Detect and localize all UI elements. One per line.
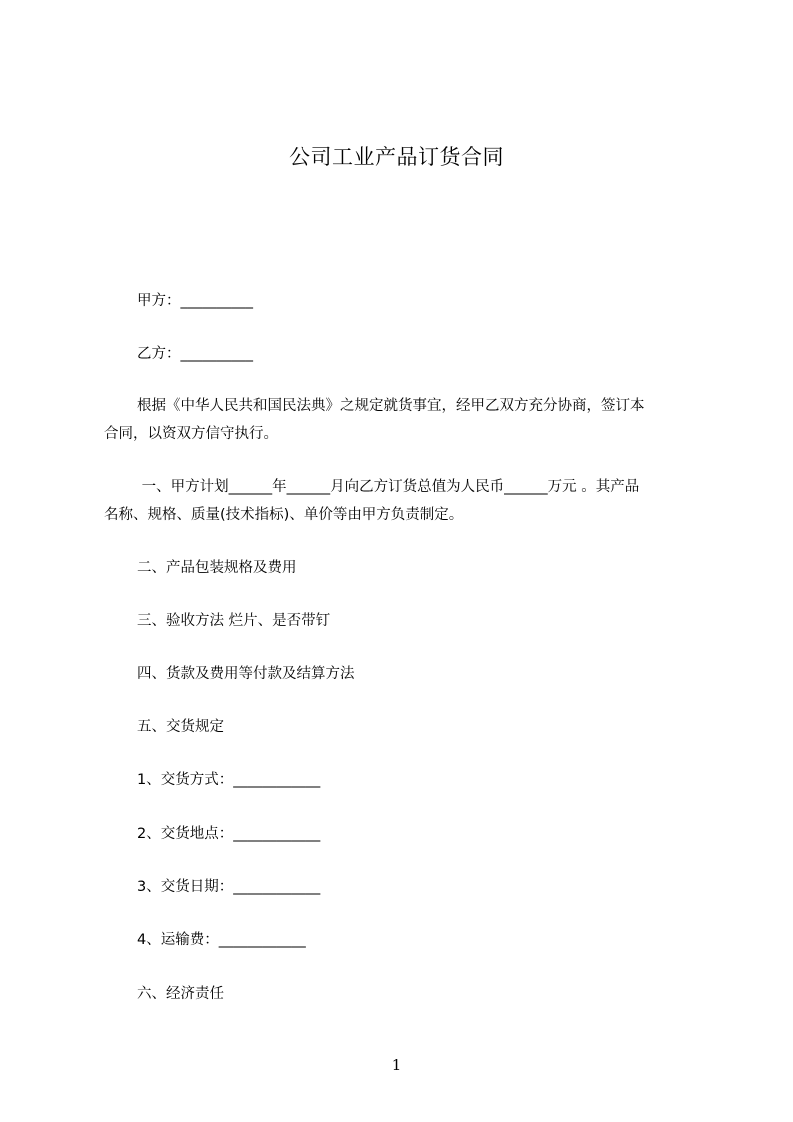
preamble-line-2: 合同，以资双方信守执行。	[104, 426, 278, 442]
clause-2: 二、产品包装规格及费用	[137, 560, 297, 576]
party-b-line: 乙方：__________	[137, 346, 253, 362]
document-title: 公司工业产品订货合同	[289, 145, 504, 169]
clause-5: 五、交货规定	[137, 719, 224, 735]
clause-6: 六、经济责任	[137, 986, 224, 1002]
clause-3: 三、验收方法 烂片、是否带钉	[137, 613, 331, 629]
clause-1-line-2: 名称、规格、质量(技术指标)、单价等由甲方负责制定。	[104, 507, 464, 523]
clause-1-paragraph	[104, 473, 704, 529]
party-a-line: 甲方：__________	[137, 293, 253, 309]
clause-1-line-1: 一、甲方计划______年______月向乙方订货总值为人民币______万元 。其产品	[137, 479, 640, 495]
delivery-place-line: 2、交货地点：____________	[137, 826, 321, 842]
delivery-method-line: 1、交货方式：____________	[137, 772, 321, 788]
clause-4: 四、货款及费用等付款及结算方法	[137, 666, 355, 682]
freight-line: 4、运输费：____________	[137, 932, 306, 948]
page-number: 1	[391, 1056, 402, 1074]
delivery-date-line: 3、交货日期：____________	[137, 879, 321, 895]
preamble-line-1: 根据《中华人民共和国民法典》之规定就货事宜，经甲乙双方充分协商，签订本	[137, 398, 645, 414]
preamble-paragraph	[104, 392, 704, 448]
